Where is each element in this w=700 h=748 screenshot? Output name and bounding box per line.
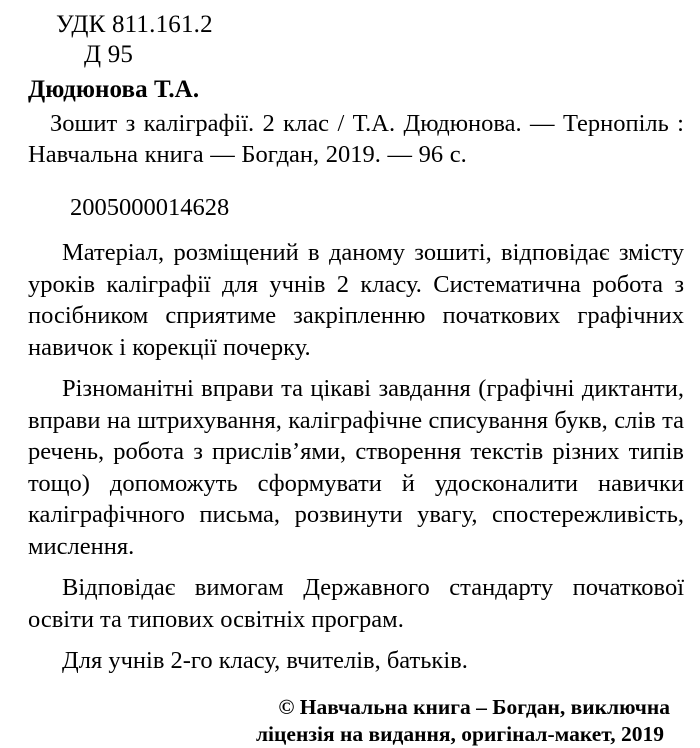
isbn-code: 2005000014628 bbox=[70, 193, 230, 221]
udk-author-code: Д 95 bbox=[84, 40, 134, 68]
copyright-line-1: © Навчальна книга – Богдан, виключна bbox=[278, 695, 670, 720]
copyright-line-2: ліцензія на видання, оригінал-макет, 2019 bbox=[256, 722, 664, 747]
annotation-paragraph-3: Відповідає вимогам Державного стандарту початкової освіти та типових освітніх програм. bbox=[28, 574, 684, 633]
annotation-paragraph-4: Для учнів 2-го класу, вчителів, батьків. bbox=[62, 646, 468, 674]
bibliographic-description: Зошит з каліграфії. 2 клас / Т.А. Дюдюнова. — Тернопіль : Навчальна книга — Богдан, 2019. — 96 с. bbox=[28, 110, 684, 169]
annotation-paragraph-1: Матеріал, розміщений в даному зошиті, відповідає змісту уроків каліграфії для учнів 2 класу. Систематична робота з посібником сприятиме закріпленню початкових графічних навичок і корекції почерку. bbox=[28, 239, 684, 361]
udk-classification: УДК 811.161.2 bbox=[56, 11, 213, 38]
copyright-notice bbox=[14, 694, 686, 748]
author-name: Дюдюнова Т.А. bbox=[28, 76, 200, 103]
annotation-paragraph-2: Різноманітні вправи та цікаві завдання (графічні диктанти, вправи на штрихування, каліграфічне списування букв, слів та речень, робота з прислів’ями, створення текстів різних типів тощо) допоможуть сформувати й удосконалити навички каліграфічного письма, розвинути увагу, спостережливість, мислення. bbox=[28, 375, 684, 560]
